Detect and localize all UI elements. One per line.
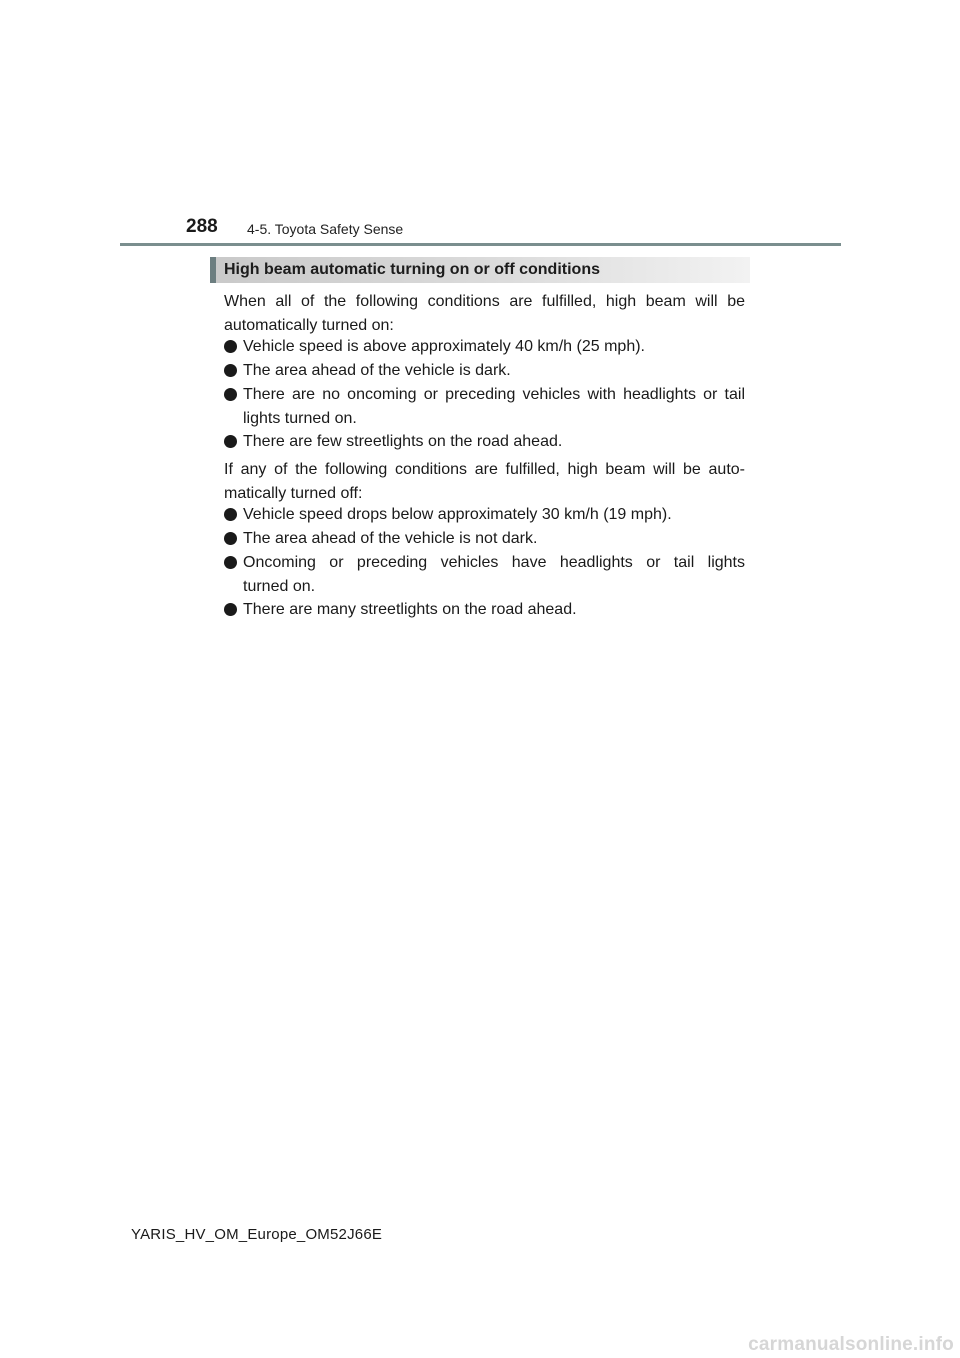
list-item-text: Vehicle speed is above approximately 40 km/h (25 mph).: [243, 338, 645, 355]
list-item-text: The area ahead of the vehicle is not dark.: [243, 530, 538, 547]
off-intro-line-1: If any of the following conditions are fulfilled, high beam will be auto-: [224, 461, 745, 478]
list-item-text: There are few streetlights on the road ahead.: [243, 433, 563, 450]
on-intro-line-1: When all of the following conditions are fulfilled, high beam will be: [224, 293, 745, 310]
on-conditions-intro: [224, 290, 745, 338]
bullet-icon: [224, 603, 237, 616]
subsection-heading-text: High beam automatic turning on or off conditions: [224, 261, 600, 278]
bullet-icon: [224, 364, 237, 377]
heading-accent-bar: [210, 257, 216, 283]
bullet-icon: [224, 556, 237, 569]
subsection-heading: [210, 257, 750, 283]
watermark: carmanualsonline.info: [748, 1334, 954, 1355]
bullet-icon: [224, 508, 237, 521]
bullet-icon: [224, 435, 237, 448]
on-intro-line-2: automatically turned on:: [224, 317, 394, 334]
bullet-icon: [224, 532, 237, 545]
section-title: 4-5. Toyota Safety Sense: [247, 221, 404, 237]
list-item: [224, 335, 745, 359]
list-item-text: There are no oncoming or preceding vehicles with headlights or tail: [243, 386, 745, 403]
list-item: [224, 598, 745, 622]
list-item-text: There are many streetlights on the road ahead.: [243, 601, 577, 618]
list-item-text: Vehicle speed drops below approximately 30 km/h (19 mph).: [243, 506, 672, 523]
off-intro-line-2: matically turned off:: [224, 485, 363, 502]
list-item-text: Oncoming or preceding vehicles have headlights or tail lights: [243, 554, 745, 571]
header-rule: [120, 243, 841, 246]
list-item: [224, 383, 745, 431]
list-item: [224, 551, 745, 599]
list-item: [224, 527, 745, 551]
list-item: [224, 359, 745, 383]
list-item: [224, 503, 745, 527]
bullet-icon: [224, 340, 237, 353]
off-conditions-intro: [224, 458, 745, 506]
list-item-text-continued: lights turned on.: [243, 410, 357, 427]
list-item-text: The area ahead of the vehicle is dark.: [243, 362, 511, 379]
list-item: [224, 430, 745, 454]
bullet-icon: [224, 388, 237, 401]
page-number: 288: [186, 216, 218, 237]
list-item-text-continued: turned on.: [243, 578, 316, 595]
document-code: YARIS_HV_OM_Europe_OM52J66E: [131, 1226, 383, 1243]
